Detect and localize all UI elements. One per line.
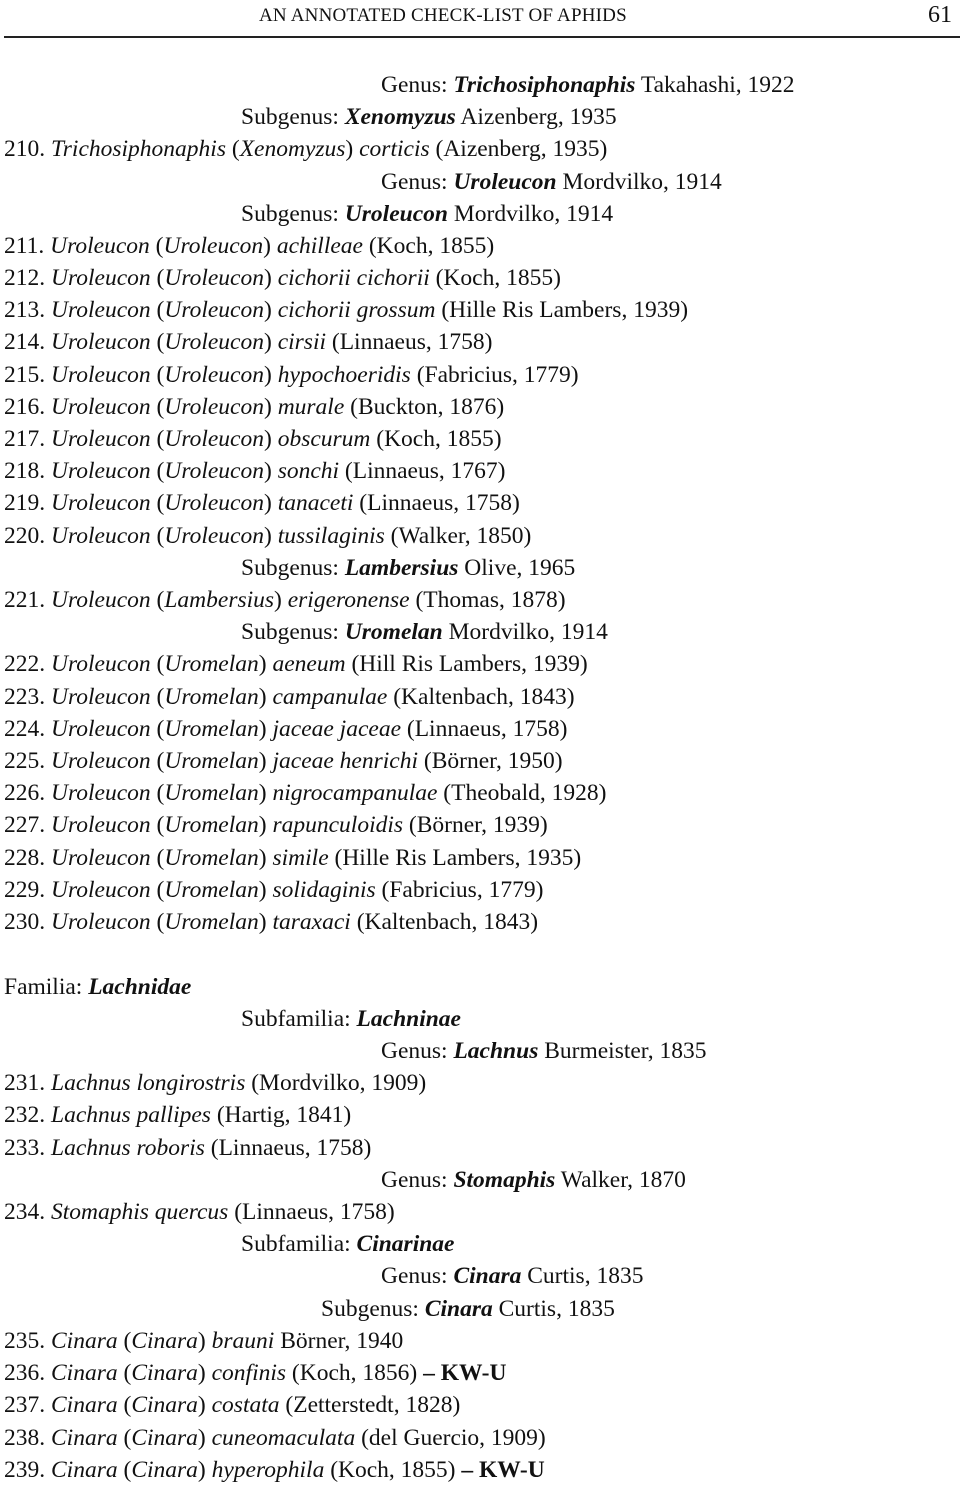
list-entry [4,683,575,711]
taxon-name: Xenomyzus [344,104,456,130]
line-text: 219. [4,490,51,516]
line-text: ( [150,394,165,420]
line-text: Aizenberg, 1935 [455,104,617,130]
taxon-name: cuneomaculata [211,1425,356,1451]
taxon-name: Uroleucon [164,329,264,355]
line-text: ) [258,684,273,710]
line-text: (Linnaeus, 1758) [228,1199,395,1225]
line-text: 237. [4,1392,51,1418]
taxon-name: Uroleucon [164,523,264,549]
line-text: ) [263,362,278,388]
line-text: (Hille Ris Lambers, 1935) [328,845,582,871]
line-text: Mordvilko, 1914 [442,619,608,645]
taxon-name: Uromelan [344,619,443,645]
taxon-name: jaceae jaceae [272,716,401,742]
line-text: 231. [4,1070,51,1096]
taxon-name: murale [277,394,345,420]
list-entry [4,650,588,678]
line-text: 218. [4,458,51,484]
subgenus-heading [241,103,617,131]
taxon-name: Stomaphis quercus [51,1199,229,1225]
taxon-name: campanulae [272,684,388,710]
line-text: ) [263,329,278,355]
genus-heading [381,168,722,196]
taxon-name: Uroleucon [51,812,151,838]
list-entry [4,264,561,292]
taxon-name: sonchi [277,458,340,484]
list-entry [4,1359,506,1387]
line-text: Curtis, 1835 [492,1296,615,1322]
taxon-name: Cinara [51,1425,118,1451]
line-text: (Koch, 1855) [324,1457,462,1483]
line-text: (Kaltenbach, 1843) [387,684,575,710]
line-text: 212. [4,265,51,291]
line-text: Subfamilia: [241,1006,357,1032]
taxon-name: Uromelan [164,651,259,677]
line-text: ( [150,716,165,742]
taxon-name: rapunculoidis [272,812,404,838]
taxon-name: Uromelan [164,780,259,806]
subfamilia-heading [241,1005,461,1033]
header-rule [4,36,960,38]
line-text: (Walker, 1850) [384,523,532,549]
taxon-name: achilleae [276,233,363,259]
line-text: ) [258,845,273,871]
taxon-name: hypochoeridis [277,362,411,388]
line-text: (Fabricius, 1779) [410,362,579,388]
line-text: ) [274,587,288,613]
line-text: 228. [4,845,51,871]
taxon-name: nigrocampanulae [272,780,438,806]
taxon-name: Uroleucon [453,169,557,195]
line-text: Walker, 1870 [555,1167,686,1193]
line-text: Subfamilia: [241,1231,357,1257]
taxon-name: Lachnus longirostris [51,1070,246,1096]
line-text: ( [149,233,164,259]
taxon-name: tanaceti [277,490,354,516]
taxon-name: confinis [211,1360,287,1386]
line-text: ) [263,233,277,259]
line-text: 229. [4,877,51,903]
taxon-name: brauni [211,1328,275,1354]
line-text: ) [258,780,273,806]
line-text: ( [150,748,165,774]
taxon-name: Uroleucon [51,394,151,420]
line-text: 223. [4,684,51,710]
taxon-name: Cinara [424,1296,493,1322]
line-text: ( [150,362,165,388]
taxon-name: Uromelan [164,877,259,903]
line-text: (Koch, 1855) [429,265,561,291]
list-entry [4,232,494,260]
list-entry [4,522,531,550]
taxon-name: Uromelan [164,684,259,710]
taxon-name: Cinarinae [356,1231,455,1257]
line-text: ( [117,1425,132,1451]
taxon-name: Uroleucon [51,748,151,774]
list-entry [4,1134,371,1162]
line-text: 238. [4,1425,51,1451]
line-text: ( [150,909,165,935]
line-text: 230. [4,909,51,935]
line-text: Burmeister, 1835 [538,1038,707,1064]
familia-heading [4,973,191,1001]
taxon-name: Uroleucon [51,362,151,388]
line-text: (Hartig, 1841) [210,1102,352,1128]
taxon-name: solidaginis [272,877,376,903]
taxon-name: costata [211,1392,280,1418]
line-text: ) [258,748,273,774]
taxon-name: Uroleucon [51,716,151,742]
line-text: ) [197,1328,212,1354]
line-text: ( [117,1360,132,1386]
line-text: ( [150,651,165,677]
line-text: (Koch, 1855) [370,426,502,452]
line-text: (Theobald, 1928) [437,780,607,806]
line-text: 215. [4,362,51,388]
line-text: Subgenus: [241,201,345,227]
line-text: ) [197,1425,212,1451]
line-text: ) [258,877,273,903]
line-text: Genus: [381,72,454,98]
taxon-name: Uroleucon [164,265,264,291]
taxon-name: Uroleucon [51,877,151,903]
line-text: (Linnaeus, 1758) [204,1135,372,1161]
subgenus-heading [241,618,608,646]
taxon-name: Cinara [51,1328,118,1354]
list-entry [4,135,607,163]
taxon-name: Uroleucon [51,329,151,355]
line-text: Familia: [4,974,89,1000]
line-text: ( [117,1392,132,1418]
line-text: 222. [4,651,51,677]
taxon-name: Uroleucon [50,233,150,259]
line-text: ) [263,394,278,420]
taxon-name: cichorii cichorii [277,265,430,291]
line-text: ( [150,458,165,484]
line-text: ( [150,684,165,710]
subgenus-heading [241,200,613,228]
taxon-name: – KW-U [461,1457,545,1483]
line-text: (Linnaeus, 1758) [401,716,568,742]
line-text: ( [150,265,165,291]
taxon-name: corticis [359,136,430,162]
line-text: Genus: [381,1038,454,1064]
taxon-name: Uroleucon [51,458,151,484]
taxon-name: Cinara [453,1263,522,1289]
line-text: ( [150,523,165,549]
taxon-name: Trichosiphonaphis [51,136,226,162]
line-text: (Linnaeus, 1758) [353,490,520,516]
taxon-name: Uroleucon [164,297,264,323]
line-text: (Aizenberg, 1935) [429,136,608,162]
line-text: Olive, 1965 [458,555,576,581]
list-entry [4,361,579,389]
line-text: (Koch, 1855) [362,233,495,259]
line-text: (Börner, 1939) [403,812,548,838]
taxon-name: Lachnus roboris [51,1135,205,1161]
line-text: (Linnaeus, 1758) [326,329,493,355]
line-text: Genus: [381,169,454,195]
line-text: Curtis, 1835 [521,1263,644,1289]
taxon-name: Uroleucon [164,362,264,388]
list-entry [4,457,505,485]
line-text: Subgenus: [321,1296,425,1322]
line-text: (Kaltenbach, 1843) [350,909,539,935]
line-text: 235. [4,1328,51,1354]
taxon-name: Uroleucon [51,845,151,871]
line-text: ( [117,1457,132,1483]
list-entry [4,1198,395,1226]
taxon-name: Trichosiphonaphis [453,72,636,98]
line-text: Genus: [381,1167,454,1193]
taxon-name: cichorii grossum [277,297,436,323]
taxon-name: Uroleucon [51,523,151,549]
line-text: ( [150,329,165,355]
line-text: Takahashi, 1922 [635,72,795,98]
line-text: ( [225,136,240,162]
genus-heading [381,71,795,99]
taxon-name: Lambersius [164,587,275,613]
subgenus-heading [241,554,575,582]
taxon-name: aeneum [272,651,346,677]
line-text: ) [258,651,273,677]
line-text: Subgenus: [241,619,345,645]
taxon-name: Cinara [131,1425,198,1451]
taxon-name: – KW-U [423,1360,507,1386]
line-text: 221. [4,587,51,613]
taxon-name: Uroleucon [51,780,151,806]
list-entry [4,425,502,453]
line-text: ) [258,812,273,838]
line-text: ) [263,523,278,549]
line-text: 217. [4,426,51,452]
line-text: 224. [4,716,51,742]
line-text: Subgenus: [241,104,345,130]
line-text: ) [197,1457,212,1483]
subgenus-heading [321,1295,615,1323]
taxon-name: Uroleucon [164,458,264,484]
line-text: Genus: [381,1263,454,1289]
line-text: ) [263,490,278,516]
taxon-name: Uromelan [164,909,259,935]
taxon-name: tussilaginis [277,523,385,549]
line-text: ( [150,780,165,806]
taxon-name: Lachnus [453,1038,539,1064]
taxon-name: Lachnus pallipes [51,1102,211,1128]
list-entry [4,296,688,324]
list-entry [4,1327,403,1355]
list-entry [4,489,520,517]
list-entry [4,779,606,807]
genus-heading [381,1166,686,1194]
line-text: ( [150,426,165,452]
line-text: ( [150,812,165,838]
taxon-name: Uroleucon [51,587,151,613]
list-entry [4,586,566,614]
line-text: (Mordvilko, 1909) [245,1070,427,1096]
list-entry [4,747,563,775]
line-text: (Buckton, 1876) [344,394,505,420]
taxon-name: Uroleucon [344,201,448,227]
line-text: ( [150,297,165,323]
taxon-name: Uroleucon [51,909,151,935]
taxon-name: taraxaci [272,909,351,935]
taxon-name: Cinara [131,1328,198,1354]
genus-heading [381,1262,643,1290]
line-text: (Hill Ris Lambers, 1939) [345,651,588,677]
line-text: 210. [4,136,51,162]
taxon-name: simile [272,845,329,871]
line-text: ) [263,265,278,291]
taxon-name: Lachnidae [88,974,192,1000]
subfamilia-heading [241,1230,454,1258]
list-entry [4,1391,460,1419]
line-text: (Koch, 1856) [286,1360,424,1386]
line-text: ) [263,426,278,452]
line-text: 226. [4,780,51,806]
taxon-name: Uroleucon [164,490,264,516]
taxon-name: Uromelan [164,812,259,838]
line-text: 232. [4,1102,51,1128]
list-entry [4,1456,545,1484]
line-text: Börner, 1940 [274,1328,404,1354]
taxon-name: Cinara [51,1392,118,1418]
line-text: (Linnaeus, 1767) [339,458,506,484]
line-text: ( [150,587,165,613]
list-entry [4,393,504,421]
taxon-name: Uromelan [164,748,259,774]
line-text: 234. [4,1199,51,1225]
taxon-name: jaceae henrichi [272,748,418,774]
line-text: ( [117,1328,132,1354]
line-text: (Fabricius, 1779) [375,877,544,903]
taxon-name: Uroleucon [51,684,151,710]
taxon-name: Uromelan [164,845,259,871]
line-text: ( [150,490,165,516]
running-header [0,0,960,38]
taxon-name: Cinara [131,1392,198,1418]
line-text: ) [345,136,360,162]
taxon-name: obscurum [277,426,371,452]
line-text: 216. [4,394,51,420]
line-text: ) [263,297,278,323]
taxon-name: Uroleucon [51,426,151,452]
taxon-name: Uroleucon [51,265,151,291]
line-text: ) [263,458,278,484]
line-text: ) [258,909,273,935]
line-text: 227. [4,812,51,838]
line-text: (Börner, 1950) [418,748,563,774]
list-entry [4,908,538,936]
list-entry [4,1101,351,1129]
page-number: 61 [928,2,952,28]
line-text: 233. [4,1135,51,1161]
line-text: ) [258,716,273,742]
line-text: ) [197,1392,212,1418]
taxon-name: Uroleucon [51,297,151,323]
taxon-name: hyperophila [211,1457,325,1483]
line-text: 239. [4,1457,51,1483]
genus-heading [381,1037,706,1065]
list-entry [4,844,581,872]
taxon-name: Cinara [131,1360,198,1386]
list-entry [4,715,567,743]
taxon-name: Stomaphis [453,1167,556,1193]
taxon-name: Xenomyzus [239,136,346,162]
line-text: Mordvilko, 1914 [447,201,614,227]
taxon-name: Uroleucon [163,233,264,259]
taxon-name: cirsii [277,329,326,355]
taxon-name: Lambersius [344,555,459,581]
taxon-name: Cinara [51,1457,118,1483]
line-text: ( [150,877,165,903]
list-entry [4,811,548,839]
taxon-name: erigeronense [287,587,410,613]
taxon-name: Uroleucon [51,651,151,677]
taxon-name: Uroleucon [164,394,264,420]
list-entry [4,876,543,904]
line-text: (Thomas, 1878) [409,587,566,613]
line-text: ) [197,1360,212,1386]
list-entry [4,1424,546,1452]
line-text: (del Guercio, 1909) [355,1425,546,1451]
taxon-name: Lachninae [356,1006,461,1032]
taxon-name: Uromelan [164,716,259,742]
line-text: ( [150,845,165,871]
taxon-name: Cinara [131,1457,198,1483]
taxon-name: Uroleucon [51,490,151,516]
running-title: AN ANNOTATED CHECK-LIST OF APHIDS [259,5,627,26]
line-text: 214. [4,329,51,355]
line-text: Mordvilko, 1914 [556,169,722,195]
line-text: (Hille Ris Lambers, 1939) [435,297,689,323]
line-text: 211. [4,233,51,259]
line-text: (Zetterstedt, 1828) [279,1392,461,1418]
list-entry [4,328,492,356]
line-text: Subgenus: [241,555,345,581]
list-entry [4,1069,426,1097]
line-text: 220. [4,523,51,549]
taxon-name: Cinara [51,1360,118,1386]
taxon-name: Uroleucon [164,426,264,452]
line-text: 213. [4,297,51,323]
line-text: 225. [4,748,51,774]
line-text: 236. [4,1360,51,1386]
